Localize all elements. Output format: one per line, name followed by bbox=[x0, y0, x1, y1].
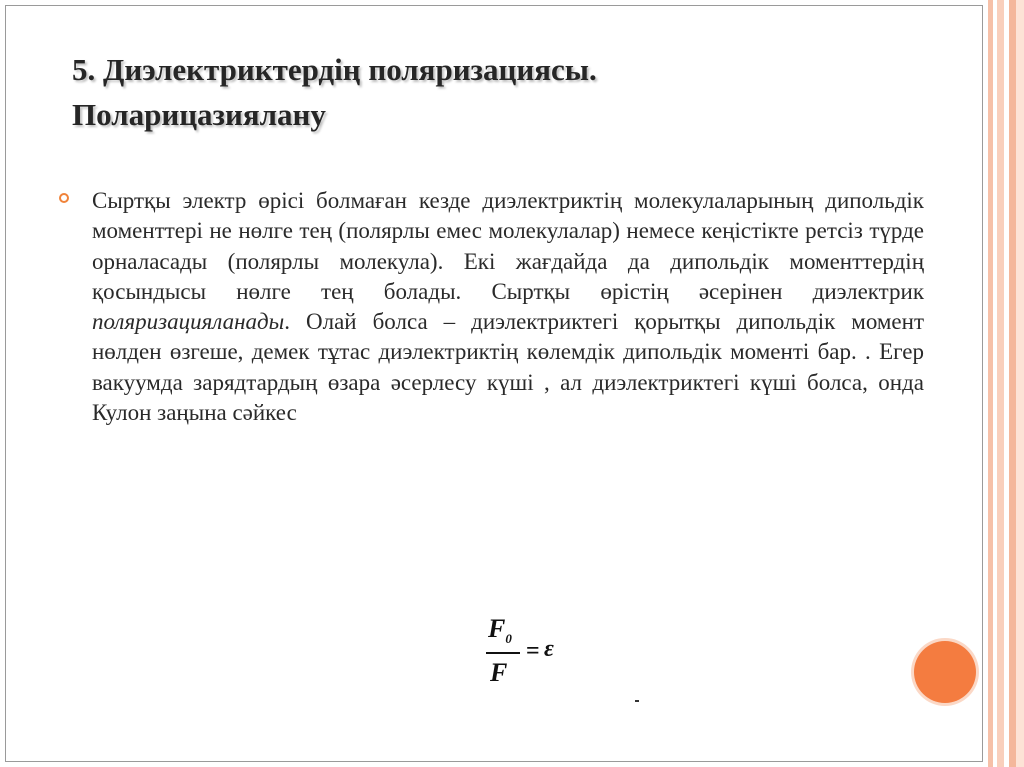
paragraph-italic-term: поляризацияланады bbox=[92, 309, 285, 335]
formula-numerator-symbol: F bbox=[488, 614, 506, 643]
stray-mark bbox=[635, 700, 639, 702]
slide-title bbox=[72, 47, 932, 137]
body-paragraph bbox=[92, 186, 924, 428]
decorative-stripes bbox=[983, 0, 1024, 767]
title-line-1: 5. Диэлектриктердің поляризациясы. bbox=[72, 52, 597, 87]
formula-numerator bbox=[488, 614, 512, 647]
formula-denominator: F bbox=[490, 658, 508, 687]
paragraph-text-end: . Олай болса – диэлектриктегі қорытқы дипольдік момент нөлден өзгеше, демек тұтас диэлектриктің көлемдік дипольдік моменті бар. . Егер вакуумда зарядтардың өзара әсерлесу күші , ал диэлектриктегі күші болса, онда Кулон заңына сәйкес bbox=[92, 309, 924, 426]
formula-image bbox=[484, 614, 574, 694]
paragraph-text-start: Сыртқы электр өрісі болмаған кезде диэлектриктің молекулаларының дипольдік моменттері не нөлге тең (полярлы емес молекулалар) немесе кеңістікте ретсіз түрде орналасады (полярлы молекула). Екі жағдайда да дипольдік моменттердің қосындысы нөлге тең болады. Сыртқы өрістің әсерінен диэлектрик bbox=[92, 188, 924, 304]
formula-epsilon: ε bbox=[544, 636, 554, 662]
circle-bullet-icon bbox=[59, 193, 69, 203]
formula-fraction-bar bbox=[486, 652, 520, 654]
title-line-2: Поларицазиялану bbox=[72, 97, 326, 132]
orange-circle-decoration bbox=[914, 641, 976, 703]
formula-equals: = bbox=[526, 638, 540, 664]
formula-numerator-subscript: 0 bbox=[505, 631, 512, 647]
